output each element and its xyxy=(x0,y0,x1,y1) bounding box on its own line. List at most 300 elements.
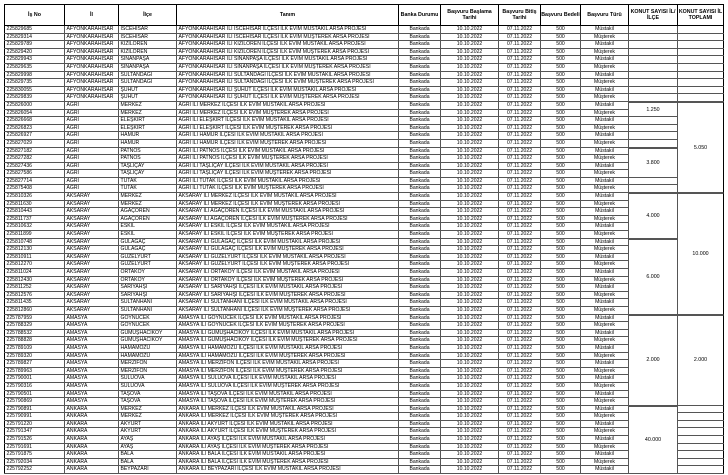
cell-tanim: ANKARA İLİ BEYPAZARI İLÇESİ İLK EVİM MÜSTAKİL ARSA PROJESİ xyxy=(177,466,399,473)
cell-is-no: 225792252 xyxy=(4,466,65,473)
cell-baslama-tarihi: 10.10.2022 xyxy=(441,337,499,344)
cell-baslama-tarihi: 10.10.2022 xyxy=(441,413,499,420)
table-row xyxy=(4,87,724,95)
cell-is-no: 225790001 xyxy=(4,375,65,382)
cell-ilce: ŞUHUT xyxy=(119,87,177,94)
cell-konut-il-toplami xyxy=(678,459,724,466)
cell-is-no: 225790891 xyxy=(4,406,65,413)
cell-bitis-tarihi: 07.11.2022 xyxy=(499,125,541,132)
cell-baslama-tarihi: 10.10.2022 xyxy=(441,330,499,337)
cell-ilce: ELEŞKİRT xyxy=(119,125,177,132)
cell-banka-durumu: Bankada xyxy=(399,421,441,428)
cell-baslama-tarihi: 10.10.2022 xyxy=(441,208,499,215)
cell-tanim: AMASYA İLİ GÖYNÜCEK İLÇESİ İLK EVİM MÜSTAKİL ARSA PROJESİ xyxy=(177,315,399,322)
cell-basvuru-turu: Müşterek xyxy=(581,383,629,390)
cell-ilce: MERKEZ xyxy=(119,193,177,200)
cell-baslama-tarihi: 10.10.2022 xyxy=(441,368,499,375)
cell-basvuru-bedeli: 500 xyxy=(541,72,581,79)
cell-ilce: SULTANHANI xyxy=(119,307,177,314)
table-row xyxy=(4,398,724,406)
cell-is-no: 225827714 xyxy=(4,178,65,185)
cell-basvuru-bedeli: 500 xyxy=(541,125,581,132)
table-row xyxy=(4,322,724,330)
cell-baslama-tarihi: 10.10.2022 xyxy=(441,117,499,124)
cell-is-no: 225810443 xyxy=(4,208,65,215)
cell-basvuru-turu: Müstakil xyxy=(581,421,629,428)
cell-basvuru-bedeli: 500 xyxy=(541,315,581,322)
cell-ilce: BALA xyxy=(119,451,177,458)
cell-bitis-tarihi: 07.11.2022 xyxy=(499,307,541,314)
cell-banka-durumu: Bankada xyxy=(399,34,441,41)
table-row xyxy=(4,284,724,292)
cell-basvuru-bedeli: 500 xyxy=(541,451,581,458)
cell-is-no: 225791220 xyxy=(4,421,65,428)
table-body xyxy=(4,26,724,474)
cell-basvuru-bedeli: 500 xyxy=(541,87,581,94)
cell-banka-durumu: Bankada xyxy=(399,178,441,185)
cell-basvuru-turu: Müstakil xyxy=(581,451,629,458)
cell-konut-il-toplami xyxy=(678,444,724,451)
cell-konut-il-toplami xyxy=(678,41,724,48)
table-row xyxy=(4,64,724,72)
cell-is-no: 225811630 xyxy=(4,201,65,208)
cell-ilce: AĞAÇÖREN xyxy=(119,216,177,223)
cell-baslama-tarihi: 10.10.2022 xyxy=(441,398,499,405)
cell-basvuru-turu: Müstakil xyxy=(581,26,629,33)
cell-basvuru-bedeli: 500 xyxy=(541,117,581,124)
cell-il: AĞRI xyxy=(65,148,119,155)
cell-banka-durumu: Bankada xyxy=(399,26,441,33)
cell-basvuru-turu: Müstakil xyxy=(581,284,629,291)
cell-ilce: TUTAK xyxy=(119,178,177,185)
cell-bitis-tarihi: 07.11.2022 xyxy=(499,406,541,413)
cell-ilce: GÜZELYURT xyxy=(119,261,177,268)
table-row xyxy=(4,216,724,224)
cell-ilce: HAMUR xyxy=(119,140,177,147)
cell-is-no: 225812130 xyxy=(4,246,65,253)
cell-konut-il-ilce xyxy=(629,64,678,71)
cell-basvuru-bedeli: 500 xyxy=(541,368,581,375)
cell-il: AKSARAY xyxy=(65,277,119,284)
cell-tanim: AKSARAY İLİ GÜZELYURT İLÇESİ İLK EVİM MÜŞTEREK ARSA PROJESİ xyxy=(177,261,399,268)
cell-is-no: 225791526 xyxy=(4,436,65,443)
cell-basvuru-bedeli: 500 xyxy=(541,155,581,162)
cell-konut-il-toplami xyxy=(678,64,724,71)
cell-basvuru-bedeli: 500 xyxy=(541,94,581,101)
cell-ilce: ŞUHUT xyxy=(119,94,177,101)
table-row xyxy=(4,353,724,361)
cell-il: AFYONKARAHİSAR xyxy=(65,79,119,86)
cell-basvuru-bedeli: 500 xyxy=(541,239,581,246)
cell-baslama-tarihi: 10.10.2022 xyxy=(441,87,499,94)
cell-basvuru-turu: Müstakil xyxy=(581,345,629,352)
cell-baslama-tarihi: 10.10.2022 xyxy=(441,254,499,261)
cell-tanim: AKSARAY İLİ SARIYAHŞİ İLÇESİ İLK EVİM MÜŞTEREK ARSA PROJESİ xyxy=(177,292,399,299)
cell-banka-durumu: Bankada xyxy=(399,125,441,132)
cell-il: AĞRI xyxy=(65,117,119,124)
cell-basvuru-bedeli: 500 xyxy=(541,64,581,71)
cell-il: AKSARAY xyxy=(65,254,119,261)
cell-tanim: AMASYA İLİ GÖYNÜCEK İLÇESİ İLK EVİM MÜŞTEREK ARSA PROJESİ xyxy=(177,322,399,329)
cell-konut-il-ilce xyxy=(629,94,678,101)
cell-is-no: 225829943 xyxy=(4,56,65,63)
cell-baslama-tarihi: 10.10.2022 xyxy=(441,444,499,451)
cell-basvuru-bedeli: 500 xyxy=(541,444,581,451)
cell-il: AĞRI xyxy=(65,170,119,177)
cell-basvuru-turu: Müşterek xyxy=(581,49,629,56)
cell-tanim: AMASYA İLİ HAMAMÖZÜ İLÇESİ İLK EVİM MÜSTAKİL ARSA PROJESİ xyxy=(177,345,399,352)
cell-il: AFYONKARAHİSAR xyxy=(65,72,119,79)
cell-basvuru-bedeli: 500 xyxy=(541,132,581,139)
cell-bitis-tarihi: 07.11.2022 xyxy=(499,132,541,139)
cell-is-no: 225812430 xyxy=(4,277,65,284)
cell-bitis-tarihi: 07.11.2022 xyxy=(499,466,541,473)
cell-ilce: SARIYAHŞİ xyxy=(119,284,177,291)
cell-banka-durumu: Bankada xyxy=(399,315,441,322)
cell-banka-durumu: Bankada xyxy=(399,246,441,253)
cell-banka-durumu: Bankada xyxy=(399,49,441,56)
cell-basvuru-turu: Müstakil xyxy=(581,163,629,170)
cell-bitis-tarihi: 07.11.2022 xyxy=(499,292,541,299)
cell-baslama-tarihi: 10.10.2022 xyxy=(441,231,499,238)
cell-is-no: 225830055 xyxy=(4,87,65,94)
cell-basvuru-bedeli: 500 xyxy=(541,216,581,223)
cell-basvuru-bedeli: 500 xyxy=(541,49,581,56)
cell-bitis-tarihi: 07.11.2022 xyxy=(499,269,541,276)
cell-is-no: 225810911 xyxy=(4,254,65,261)
cell-bitis-tarihi: 07.11.2022 xyxy=(499,421,541,428)
cell-bitis-tarihi: 07.11.2022 xyxy=(499,201,541,208)
cell-baslama-tarihi: 10.10.2022 xyxy=(441,315,499,322)
cell-tanim: AĞRI İLİ PATNOS İLÇESİ İLK EVİM MÜSTAKİL ARSA PROJESİ xyxy=(177,148,399,155)
cell-il: AKSARAY xyxy=(65,223,119,230)
cell-ilce: SULTANHANI xyxy=(119,299,177,306)
table-row xyxy=(4,208,724,216)
cell-basvuru-bedeli: 500 xyxy=(541,391,581,398)
header-il: İl xyxy=(65,5,119,25)
cell-ilce: MERKEZ xyxy=(119,102,177,109)
cell-basvuru-bedeli: 500 xyxy=(541,246,581,253)
cell-bitis-tarihi: 07.11.2022 xyxy=(499,117,541,124)
cell-basvuru-turu: Müstakil xyxy=(581,56,629,63)
cell-banka-durumu: Bankada xyxy=(399,117,441,124)
cell-bitis-tarihi: 07.11.2022 xyxy=(499,383,541,390)
table-row xyxy=(4,337,724,345)
cell-banka-durumu: Bankada xyxy=(399,451,441,458)
table-row xyxy=(4,72,724,80)
cell-ilce: ORTAKÖY xyxy=(119,269,177,276)
cell-banka-durumu: Bankada xyxy=(399,277,441,284)
cell-is-no: 225811252 xyxy=(4,284,65,291)
cell-basvuru-bedeli: 500 xyxy=(541,79,581,86)
cell-bitis-tarihi: 07.11.2022 xyxy=(499,231,541,238)
cell-ilce: SULUOVA xyxy=(119,375,177,382)
cell-baslama-tarihi: 10.10.2022 xyxy=(441,64,499,71)
cell-tanim: ANKARA İLİ BALA İLÇESİ İLK EVİM MÜŞTEREK ARSA PROJESİ xyxy=(177,459,399,466)
cell-konut-il-ilce xyxy=(629,140,678,147)
cell-tanim: ANKARA İLİ MERKEZ İLÇESİ İLK EVİM MÜŞTEREK ARSA PROJESİ xyxy=(177,413,399,420)
cell-ilce: TAŞLIÇAY xyxy=(119,163,177,170)
cell-ilce: MERKEZ xyxy=(119,406,177,413)
cell-tanim: AFYONKARAHİSAR İLİ SİNANPAŞA İLÇESİ İLK EVİM MÜŞTEREK ARSA PROJESİ xyxy=(177,64,399,71)
cell-il: AĞRI xyxy=(65,110,119,117)
cell-banka-durumu: Bankada xyxy=(399,193,441,200)
cell-basvuru-turu: Müstakil xyxy=(581,269,629,276)
cell-baslama-tarihi: 10.10.2022 xyxy=(441,360,499,367)
cell-is-no: 225829789 xyxy=(4,41,65,48)
cell-basvuru-bedeli: 500 xyxy=(541,254,581,261)
cell-basvuru-bedeli: 500 xyxy=(541,421,581,428)
cell-bitis-tarihi: 07.11.2022 xyxy=(499,444,541,451)
cell-konut-il-toplami xyxy=(678,406,724,413)
cell-baslama-tarihi: 10.10.2022 xyxy=(441,375,499,382)
cell-ilce: MERZİFON xyxy=(119,360,177,367)
cell-basvuru-turu: Müşterek xyxy=(581,125,629,132)
cell-baslama-tarihi: 10.10.2022 xyxy=(441,94,499,101)
cell-konut-il-toplami xyxy=(678,87,724,94)
cell-baslama-tarihi: 10.10.2022 xyxy=(441,299,499,306)
cell-basvuru-turu: Müşterek xyxy=(581,94,629,101)
cell-tanim: AFYONKARAHİSAR İLİ SULTANDAĞI İLÇESİ İLK EVİM MÜSTAKİL ARSA PROJESİ xyxy=(177,72,399,79)
cell-basvuru-bedeli: 500 xyxy=(541,277,581,284)
cell-ilce: HAMAMÖZÜ xyxy=(119,345,177,352)
cell-baslama-tarihi: 10.10.2022 xyxy=(441,41,499,48)
cell-basvuru-turu: Müşterek xyxy=(581,246,629,253)
cell-basvuru-bedeli: 500 xyxy=(541,406,581,413)
cell-is-no: 225811899 xyxy=(4,231,65,238)
cell-is-no: 225789827 xyxy=(4,360,65,367)
cell-konut-il-ilce xyxy=(629,125,678,132)
cell-baslama-tarihi: 10.10.2022 xyxy=(441,269,499,276)
table-row xyxy=(4,185,724,193)
cell-is-no: 225789963 xyxy=(4,368,65,375)
cell-basvuru-bedeli: 500 xyxy=(541,345,581,352)
cell-basvuru-turu: Müşterek xyxy=(581,170,629,177)
cell-basvuru-bedeli: 500 xyxy=(541,193,581,200)
table-row xyxy=(4,466,724,474)
cell-tanim: AKSARAY İLİ ORTAKÖY İLÇESİ İLK EVİM MÜŞTEREK ARSA PROJESİ xyxy=(177,277,399,284)
cell-is-no: 225827282 xyxy=(4,155,65,162)
cell-bitis-tarihi: 07.11.2022 xyxy=(499,110,541,117)
table-row xyxy=(4,56,724,64)
cell-il: AMASYA xyxy=(65,337,119,344)
cell-bitis-tarihi: 07.11.2022 xyxy=(499,428,541,435)
cell-basvuru-turu: Müstakil xyxy=(581,148,629,155)
table-row xyxy=(4,428,724,436)
cell-is-no: 225827436 xyxy=(4,163,65,170)
table-row xyxy=(4,413,724,421)
cell-il: AKSARAY xyxy=(65,269,119,276)
cell-bitis-tarihi: 07.11.2022 xyxy=(499,239,541,246)
cell-basvuru-turu: Müşterek xyxy=(581,322,629,329)
cell-il: AMASYA xyxy=(65,391,119,398)
cell-basvuru-turu: Müşterek xyxy=(581,368,629,375)
cell-basvuru-turu: Müşterek xyxy=(581,79,629,86)
cell-basvuru-bedeli: 500 xyxy=(541,299,581,306)
table-row xyxy=(4,391,724,399)
cell-basvuru-turu: Müstakil xyxy=(581,436,629,443)
cell-konut-il-toplami xyxy=(678,421,724,428)
cell-banka-durumu: Bankada xyxy=(399,163,441,170)
cell-tanim: AMASYA İLİ MERZİFON İLÇESİ İLK EVİM MÜŞTEREK ARSA PROJESİ xyxy=(177,368,399,375)
cell-bitis-tarihi: 07.11.2022 xyxy=(499,94,541,101)
cell-basvuru-turu: Müşterek xyxy=(581,140,629,147)
cell-banka-durumu: Bankada xyxy=(399,64,441,71)
cell-basvuru-turu: Müstakil xyxy=(581,102,629,109)
header-tanim: Tanım xyxy=(177,5,399,25)
table-row xyxy=(4,421,724,429)
table-row xyxy=(4,163,724,171)
table-row xyxy=(4,315,724,323)
cell-tanim: AMASYA İLİ GÜMÜŞHACIKÖY İLÇESİ İLK EVİM MÜSTAKİL ARSA PROJESİ xyxy=(177,330,399,337)
cell-basvuru-turu: Müstakil xyxy=(581,330,629,337)
table-row xyxy=(4,140,724,148)
cell-baslama-tarihi: 10.10.2022 xyxy=(441,292,499,299)
cell-is-no: 225789320 xyxy=(4,353,65,360)
cell-konut-il-toplami xyxy=(678,56,724,63)
cell-tanim: AMASYA İLİ GÜMÜŞHACIKÖY İLÇESİ İLK EVİM MÜŞTEREK ARSA PROJESİ xyxy=(177,337,399,344)
cell-tanim: AMASYA İLİ TAŞOVA İLÇESİ İLK EVİM MÜŞTEREK ARSA PROJESİ xyxy=(177,398,399,405)
cell-is-no: 225829314 xyxy=(4,34,65,41)
cell-baslama-tarihi: 10.10.2022 xyxy=(441,102,499,109)
cell-basvuru-bedeli: 500 xyxy=(541,413,581,420)
cell-ilce: TAŞLIÇAY xyxy=(119,170,177,177)
cell-bitis-tarihi: 07.11.2022 xyxy=(499,178,541,185)
cell-basvuru-bedeli: 500 xyxy=(541,398,581,405)
cell-baslama-tarihi: 10.10.2022 xyxy=(441,277,499,284)
cell-ilce: GÖYNÜCEK xyxy=(119,315,177,322)
cell-ilce: ESKİL xyxy=(119,223,177,230)
cell-basvuru-turu: Müşterek xyxy=(581,64,629,71)
table-row xyxy=(4,79,724,87)
cell-konut-il-ilce xyxy=(629,87,678,94)
cell-ilce: HAMUR xyxy=(119,132,177,139)
cell-tanim: AFYONKARAHİSAR İLİ ŞUHUT İLÇESİ İLK EVİM MÜŞTEREK ARSA PROJESİ xyxy=(177,94,399,101)
cell-is-no: 225829839 xyxy=(4,94,65,101)
table-row xyxy=(4,41,724,49)
table-row xyxy=(4,148,724,156)
cell-ilce: HAMAMÖZÜ xyxy=(119,353,177,360)
cell-banka-durumu: Bankada xyxy=(399,406,441,413)
cell-konut-il-toplami xyxy=(678,413,724,420)
cell-il: ANKARA xyxy=(65,466,119,473)
cell-bitis-tarihi: 07.11.2022 xyxy=(499,79,541,86)
cell-ilce: GÜLAĞAÇ xyxy=(119,246,177,253)
cell-tanim: AKSARAY İLİ ORTAKÖY İLÇESİ İLK EVİM MÜSTAKİL ARSA PROJESİ xyxy=(177,269,399,276)
cell-banka-durumu: Bankada xyxy=(399,148,441,155)
cell-il: AFYONKARAHİSAR xyxy=(65,26,119,33)
cell-basvuru-bedeli: 500 xyxy=(541,231,581,238)
cell-banka-durumu: Bankada xyxy=(399,223,441,230)
cell-tanim: AĞRI İLİ PATNOS İLÇESİ İLK EVİM MÜŞTEREK ARSA PROJESİ xyxy=(177,155,399,162)
cell-banka-durumu: Bankada xyxy=(399,375,441,382)
cell-konut-il-toplami xyxy=(678,94,724,101)
cell-is-no: 225791347 xyxy=(4,428,65,435)
cell-bitis-tarihi: 07.11.2022 xyxy=(499,208,541,215)
cell-bitis-tarihi: 07.11.2022 xyxy=(499,193,541,200)
cell-konut-il-ilce xyxy=(629,72,678,79)
table-row xyxy=(4,201,724,209)
cell-is-no: 225829685 xyxy=(4,26,65,33)
cell-bitis-tarihi: 07.11.2022 xyxy=(499,360,541,367)
cell-banka-durumu: Bankada xyxy=(399,428,441,435)
cell-konut-il-toplami xyxy=(678,436,724,443)
cell-basvuru-turu: Müstakil xyxy=(581,254,629,261)
cell-basvuru-turu: Müstakil xyxy=(581,223,629,230)
cell-tanim: AKSARAY İLİ AĞAÇÖREN İLÇESİ İLK EVİM MÜŞTEREK ARSA PROJESİ xyxy=(177,216,399,223)
cell-banka-durumu: Bankada xyxy=(399,413,441,420)
cell-il: AKSARAY xyxy=(65,307,119,314)
cell-ilce: İSCEHİSAR xyxy=(119,34,177,41)
cell-il: ANKARA xyxy=(65,459,119,466)
cell-is-no: 225791875 xyxy=(4,451,65,458)
cell-il: AKSARAY xyxy=(65,261,119,268)
cell-bitis-tarihi: 07.11.2022 xyxy=(499,72,541,79)
table-row xyxy=(4,406,724,414)
cell-bitis-tarihi: 07.11.2022 xyxy=(499,330,541,337)
cell-baslama-tarihi: 10.10.2022 xyxy=(441,193,499,200)
cell-il: AKSARAY xyxy=(65,246,119,253)
cell-ilce: ESKİL xyxy=(119,231,177,238)
cell-basvuru-turu: Müstakil xyxy=(581,315,629,322)
cell-baslama-tarihi: 10.10.2022 xyxy=(441,466,499,473)
cell-basvuru-bedeli: 500 xyxy=(541,102,581,109)
cell-bitis-tarihi: 07.11.2022 xyxy=(499,34,541,41)
cell-tanim: AMASYA İLİ SULUOVA İLÇESİ İLK EVİM MÜŞTEREK ARSA PROJESİ xyxy=(177,383,399,390)
cell-basvuru-bedeli: 500 xyxy=(541,307,581,314)
cell-ilce: SULUOVA xyxy=(119,383,177,390)
cell-konut-il-ilce xyxy=(629,49,678,56)
cell-tanim: AĞRI İLİ MERKEZ İLÇESİ İLK EVİM MÜSTAKİL ARSA PROJESİ xyxy=(177,102,399,109)
cell-il: AKSARAY xyxy=(65,284,119,291)
cell-is-no: 225827029 xyxy=(4,140,65,147)
cell-is-no: 225827586 xyxy=(4,170,65,177)
cell-ilce: BALA xyxy=(119,459,177,466)
table-row xyxy=(4,49,724,57)
cell-banka-durumu: Bankada xyxy=(399,41,441,48)
cell-baslama-tarihi: 10.10.2022 xyxy=(441,163,499,170)
cell-konut-il-toplami xyxy=(678,34,724,41)
cell-basvuru-turu: Müşterek xyxy=(581,110,629,117)
cell-is-no: 225811435 xyxy=(4,299,65,306)
cell-il: AKSARAY xyxy=(65,208,119,215)
cell-tanim: AKSARAY İLİ SARIYAHŞİ İLÇESİ İLK EVİM MÜSTAKİL ARSA PROJESİ xyxy=(177,284,399,291)
cell-konut-il-toplami xyxy=(678,466,724,473)
cell-basvuru-turu: Müşterek xyxy=(581,201,629,208)
header-is-no: İş No xyxy=(4,5,65,25)
cell-banka-durumu: Bankada xyxy=(399,459,441,466)
table-row xyxy=(4,383,724,391)
table-header xyxy=(4,4,724,26)
cell-baslama-tarihi: 10.10.2022 xyxy=(441,345,499,352)
cell-baslama-tarihi: 10.10.2022 xyxy=(441,246,499,253)
cell-is-no: 225788329 xyxy=(4,322,65,329)
cell-basvuru-bedeli: 500 xyxy=(541,261,581,268)
cell-basvuru-turu: Müstakil xyxy=(581,178,629,185)
cell-konut-il-toplami xyxy=(678,79,724,86)
cell-is-no: 225791691 xyxy=(4,444,65,451)
cell-tanim: ANKARA İLİ AYAŞ İLÇESİ İLK EVİM MÜSTAKİL ARSA PROJESİ xyxy=(177,436,399,443)
cell-bitis-tarihi: 07.11.2022 xyxy=(499,140,541,147)
cell-il: AFYONKARAHİSAR xyxy=(65,49,119,56)
cell-ilce: İSCEHİSAR xyxy=(119,26,177,33)
table-row xyxy=(4,368,724,376)
cell-tanim: AĞRI İLİ MERKEZ İLÇESİ İLK EVİM MÜŞTEREK ARSA PROJESİ xyxy=(177,110,399,117)
cell-bitis-tarihi: 07.11.2022 xyxy=(499,41,541,48)
cell-konut-il-ilce xyxy=(629,56,678,63)
cell-tanim: AFYONKARAHİSAR İLİ İSCEHİSAR İLÇESİ İLK EVİM MÜSTAKİL ARSA PROJESİ xyxy=(177,26,399,33)
cell-tanim: AMASYA İLİ SULUOVA İLÇESİ İLK EVİM MÜSTAKİL ARSA PROJESİ xyxy=(177,375,399,382)
